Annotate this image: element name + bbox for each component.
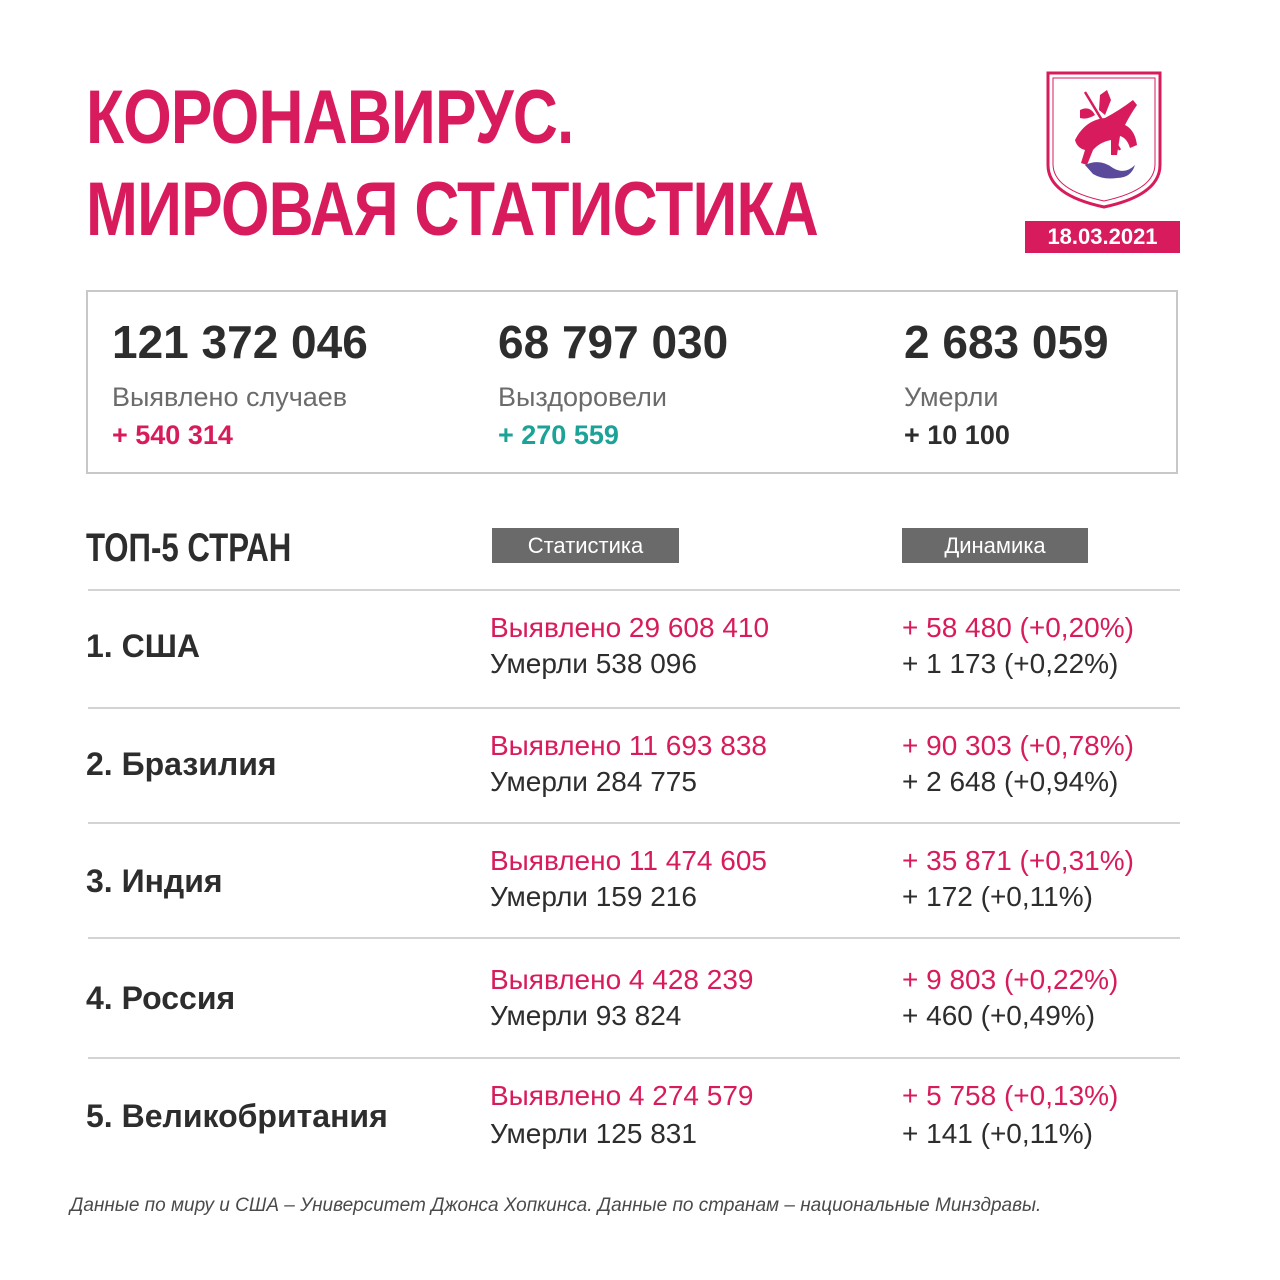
title-line-2: МИРОВАЯ СТАТИСТИКА	[86, 167, 818, 252]
country-row	[0, 708, 1280, 824]
country-name: 1. США	[86, 628, 200, 664]
country-row	[0, 590, 1280, 706]
country-deaths: Умерли 284 775	[490, 766, 697, 797]
country-deaths-delta: + 141 (+0,11%)	[902, 1118, 1093, 1149]
page-title	[86, 72, 818, 256]
country-cases: Выявлено 4 428 239	[490, 964, 754, 995]
country-name: 3. Индия	[86, 863, 223, 899]
country-deaths: Умерли 125 831	[490, 1118, 697, 1149]
deaths-delta: + 10 100	[904, 420, 1010, 450]
date-badge: 18.03.2021	[1025, 221, 1180, 253]
deaths-total: 2 683 059	[904, 316, 1109, 368]
country-deaths-delta: + 172 (+0,11%)	[902, 881, 1093, 912]
country-cases-delta: + 5 758 (+0,13%)	[902, 1080, 1119, 1111]
summary-cases	[112, 314, 368, 452]
country-cases: Выявлено 29 608 410	[490, 612, 770, 643]
title-line-1: КОРОНАВИРУС.	[86, 75, 574, 160]
cases-delta: + 540 314	[112, 420, 233, 450]
cases-label: Выявлено случаев	[112, 382, 348, 412]
country-cases: Выявлено 11 474 605	[490, 845, 767, 876]
country-deaths-delta: + 2 648 (+0,94%)	[902, 766, 1119, 797]
country-row	[0, 1058, 1280, 1174]
country-row	[0, 938, 1280, 1054]
column-header-dynamics: Динамика	[902, 528, 1088, 563]
country-deaths-delta: + 460 (+0,49%)	[902, 1000, 1096, 1031]
source-footnote: Данные по миру и США – Университет Джонса Хопкинса. Данные по странам – национальные Минздравы.	[70, 1195, 1042, 1216]
country-deaths-delta: + 1 173 (+0,22%)	[902, 648, 1119, 679]
column-header-stats: Статистика	[492, 528, 679, 563]
country-cases-delta: + 90 303 (+0,78%)	[902, 730, 1134, 761]
country-deaths: Умерли 538 096	[490, 648, 697, 679]
country-cases-delta: + 35 871 (+0,31%)	[902, 845, 1134, 876]
country-cases-delta: + 58 480 (+0,20%)	[902, 612, 1134, 643]
top5-title: ТОП-5 СТРАН	[86, 526, 292, 570]
country-cases: Выявлено 11 693 838	[490, 730, 767, 761]
country-deaths: Умерли 159 216	[490, 881, 697, 912]
country-name: 5. Великобритания	[86, 1098, 388, 1134]
world-summary-box	[86, 290, 1178, 474]
summary-deaths	[904, 314, 1109, 452]
country-name: 4. Россия	[86, 980, 236, 1016]
country-deaths: Умерли 93 824	[490, 1000, 682, 1031]
country-row	[0, 823, 1280, 939]
country-cases: Выявлено 4 274 579	[490, 1080, 754, 1111]
summary-recovered	[498, 314, 728, 452]
deaths-label: Умерли	[904, 382, 999, 412]
recovered-label: Выздоровели	[498, 382, 668, 412]
cases-total: 121 372 046	[112, 316, 368, 368]
country-cases-delta: + 9 803 (+0,22%)	[902, 964, 1119, 995]
moscow-coat-of-arms-icon	[1045, 70, 1163, 210]
recovered-delta: + 270 559	[498, 420, 619, 450]
recovered-total: 68 797 030	[498, 316, 729, 368]
country-name: 2. Бразилия	[86, 746, 277, 782]
